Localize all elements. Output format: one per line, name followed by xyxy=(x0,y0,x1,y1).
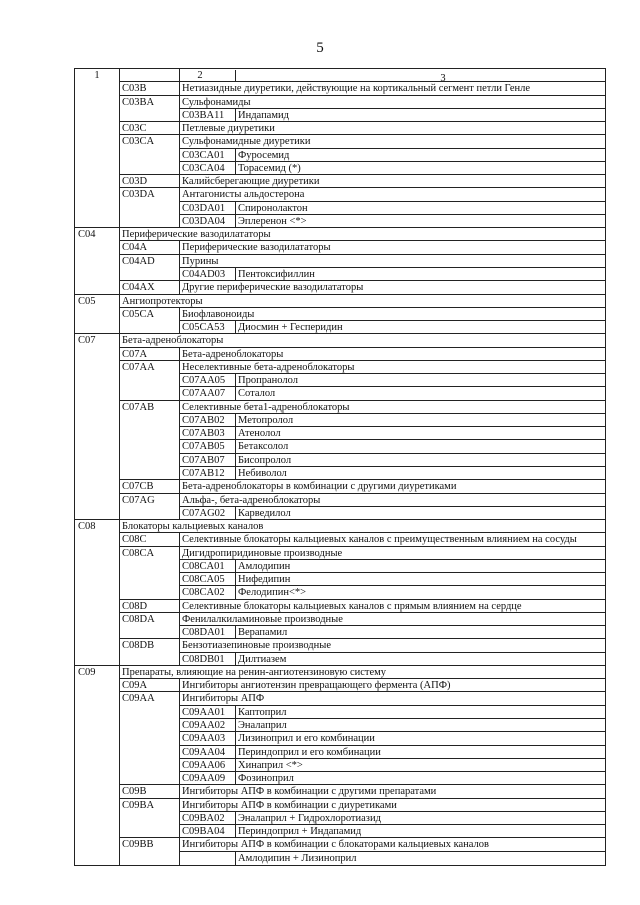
atc-name: Небиволол xyxy=(238,467,287,479)
table-row xyxy=(75,706,605,719)
atc-code: C04 xyxy=(78,229,96,241)
atc-code: C04A xyxy=(122,242,148,254)
atc-code: C07AB07 xyxy=(182,454,225,466)
atc-name: Ингибиторы АПФ в комбинации с другими препаратами xyxy=(182,786,437,798)
atc-name: Антагонисты альдостерона xyxy=(182,189,305,201)
atc-code: C03CA04 xyxy=(182,162,225,174)
atc-code: C04AX xyxy=(122,282,155,294)
table-row xyxy=(75,785,605,798)
table-row xyxy=(75,639,605,652)
atc-code: C09AA06 xyxy=(182,759,226,771)
atc-name: Нетиазидные диуретики, действующие на кортикальный сегмент петли Генле xyxy=(182,83,531,95)
atc-name: Лизиноприл и его комбинации xyxy=(238,733,375,745)
table-row xyxy=(75,387,605,400)
atc-code: C07AA xyxy=(122,361,155,373)
atc-code: C03DA01 xyxy=(182,202,226,214)
atc-code: C03DA xyxy=(122,189,155,201)
atc-code: C03C xyxy=(122,123,147,135)
table-row xyxy=(75,96,605,109)
table-row xyxy=(75,149,605,162)
table-row xyxy=(75,507,605,520)
table-row xyxy=(75,268,605,281)
atc-code: C07AA05 xyxy=(182,375,226,387)
table-row xyxy=(75,295,605,308)
table-header-row xyxy=(75,69,605,82)
atc-code: C07AG xyxy=(122,494,155,506)
atc-code: C07AG02 xyxy=(182,507,226,519)
atc-code: C07 xyxy=(78,335,96,347)
table-row xyxy=(75,480,605,493)
atc-code: C05CA xyxy=(122,308,155,320)
table-row xyxy=(75,228,605,241)
table-row xyxy=(75,162,605,175)
page-number: 5 xyxy=(316,40,324,56)
atc-code: C03BA xyxy=(122,96,155,108)
table-row xyxy=(75,494,605,507)
atc-code: C09AA04 xyxy=(182,746,226,758)
table-row xyxy=(75,626,605,639)
table-row xyxy=(75,812,605,825)
atc-code: C09BA02 xyxy=(182,812,225,824)
header-col-2: 2 xyxy=(197,70,203,81)
atc-name: Периндоприл + Индапамид xyxy=(238,826,362,838)
atc-name: Соталол xyxy=(238,388,276,400)
atc-name: Фенилалкиламиновые производные xyxy=(182,613,343,625)
atc-code: C09BB xyxy=(122,839,154,851)
atc-code: C08C xyxy=(122,534,147,546)
atc-name: Ингибиторы АПФ в комбинации с блокаторами кальциевых каналов xyxy=(182,839,489,851)
atc-name: Петлевые диуретики xyxy=(182,123,275,135)
atc-code: C08CA02 xyxy=(182,587,225,599)
atc-code: C08DB xyxy=(122,640,155,652)
atc-name: Метопролол xyxy=(238,414,294,426)
atc-name: Бета-адреноблокаторы xyxy=(182,348,284,360)
atc-code: C07AA07 xyxy=(182,388,226,400)
atc-code: C09AA09 xyxy=(182,773,226,785)
atc-name: Атенолол xyxy=(238,428,281,440)
atc-name: Другие периферические вазодилататоры xyxy=(182,282,364,294)
atc-code: C08DA xyxy=(122,613,155,625)
atc-name: Каптоприл xyxy=(238,706,287,718)
table-row xyxy=(75,719,605,732)
table-row xyxy=(75,772,605,785)
table-row xyxy=(75,560,605,573)
table-row xyxy=(75,825,605,838)
header-col-1: 1 xyxy=(94,70,100,81)
table-row xyxy=(75,241,605,254)
table-row xyxy=(75,600,605,613)
atc-name: Ингибиторы АПФ xyxy=(182,693,265,705)
atc-code: C03D xyxy=(122,176,148,188)
table-row xyxy=(75,852,605,865)
table-row xyxy=(75,281,605,294)
header-col-3: 3 xyxy=(440,73,446,82)
table-row xyxy=(75,135,605,148)
atc-code: C07AB05 xyxy=(182,441,225,453)
atc-name: Бензотиазепиновые производные xyxy=(182,640,331,652)
table-row xyxy=(75,334,605,347)
atc-name: Неселективные бета-адреноблокаторы xyxy=(182,361,355,373)
atc-code: C07CB xyxy=(122,481,154,493)
atc-name: Периферические вазодилататоры xyxy=(182,242,331,254)
table-row xyxy=(75,440,605,453)
atc-code: C07AB02 xyxy=(182,414,225,426)
table-row xyxy=(75,573,605,586)
atc-name: Альфа-, бета-адреноблокаторы xyxy=(182,494,321,506)
table-row xyxy=(75,188,605,201)
atc-name: Карведилол xyxy=(238,507,291,519)
atc-name: Фозиноприл xyxy=(238,773,294,785)
atc-code: C04AD03 xyxy=(182,268,226,280)
table-row xyxy=(75,533,605,546)
table-row xyxy=(75,82,605,95)
table-row xyxy=(75,215,605,228)
atc-name: Дилтиазем xyxy=(238,653,287,665)
atc-code: C03CA01 xyxy=(182,149,225,161)
atc-code: C09A xyxy=(122,680,148,692)
atc-name: Селективные блокаторы кальциевых каналов с прямым влиянием на сердце xyxy=(182,600,522,612)
table-row xyxy=(75,467,605,480)
table-row xyxy=(75,692,605,705)
atc-code: C03BA11 xyxy=(182,109,225,121)
atc-name: Пропранолол xyxy=(238,375,298,387)
atc-name: Периндоприл и его комбинации xyxy=(238,746,381,758)
atc-code: C08DA01 xyxy=(182,627,226,639)
atc-code: C09BA xyxy=(122,799,155,811)
atc-name: Амлодипин xyxy=(238,560,291,572)
atc-code: C08DB01 xyxy=(182,653,225,665)
table-row xyxy=(75,321,605,334)
atc-name: Эналаприл xyxy=(238,720,287,732)
atc-code: C04AD xyxy=(122,255,155,267)
atc-code: C08CA05 xyxy=(182,574,225,586)
atc-code: C09AA03 xyxy=(182,733,226,745)
table-row xyxy=(75,109,605,122)
atc-name: Сульфонамиды xyxy=(182,96,251,108)
atc-code: C07A xyxy=(122,348,148,360)
atc-name: Бисопролол xyxy=(238,454,292,466)
table-row xyxy=(75,679,605,692)
table-row xyxy=(75,547,605,560)
atc-code: C05 xyxy=(78,295,96,307)
atc-code: C08D xyxy=(122,600,148,612)
atc-table xyxy=(74,68,606,866)
table-row xyxy=(75,613,605,626)
table-row xyxy=(75,666,605,679)
table-row xyxy=(75,308,605,321)
atc-code: C09AA xyxy=(122,693,155,705)
atc-code: C09 xyxy=(78,666,96,678)
table-row xyxy=(75,732,605,745)
atc-code: C08CA xyxy=(122,547,155,559)
atc-code: C03CA xyxy=(122,136,155,148)
atc-code: C03DA04 xyxy=(182,215,226,227)
atc-name: Нифедипин xyxy=(238,574,291,586)
atc-name: Фуросемид xyxy=(238,149,290,161)
table-row xyxy=(75,759,605,772)
atc-code: C03B xyxy=(122,83,147,95)
atc-name: Селективные бета1-адреноблокаторы xyxy=(182,401,350,413)
atc-code: C08 xyxy=(78,521,96,533)
atc-name: Бетаксолол xyxy=(238,441,289,453)
table-row xyxy=(75,255,605,268)
atc-name: Ингибиторы АПФ в комбинации с диуретиками xyxy=(182,799,397,811)
atc-name: Биофлавоноиды xyxy=(182,308,255,320)
atc-name: Сульфонамидные диуретики xyxy=(182,136,311,148)
table-row xyxy=(75,746,605,759)
atc-name: Верапамил xyxy=(238,627,288,639)
atc-name: Ангиопротекторы xyxy=(122,295,203,307)
atc-name: Спиронолактон xyxy=(238,202,308,214)
table-row xyxy=(75,374,605,387)
atc-name: Блокаторы кальциевых каналов xyxy=(122,521,264,533)
atc-name: Диосмин + Гесперидин xyxy=(238,322,343,334)
table-row xyxy=(75,361,605,374)
atc-name: Амлодипин + Лизиноприл xyxy=(238,852,357,864)
atc-code: C07AB xyxy=(122,401,155,413)
atc-code: C09AA02 xyxy=(182,720,226,732)
table-row xyxy=(75,520,605,533)
atc-name: Препараты, влияющие на ренин-ангиотензиновую систему xyxy=(122,666,387,678)
table-row xyxy=(75,348,605,361)
atc-code: C07AB12 xyxy=(182,467,225,479)
atc-name: Индапамид xyxy=(238,109,289,121)
atc-name: Пурины xyxy=(182,255,219,267)
table-row xyxy=(75,653,605,666)
atc-name: Ингибиторы ангиотензин превращающего фермента (АПФ) xyxy=(182,680,451,692)
atc-name: Периферические вазодилататоры xyxy=(122,229,271,241)
table-body xyxy=(75,82,605,865)
atc-name: Торасемид (*) xyxy=(238,162,301,174)
atc-name: Бета-адреноблокаторы в комбинации с другими диуретиками xyxy=(182,481,457,493)
atc-name: Пентоксифиллин xyxy=(238,268,315,280)
atc-code: C09BA04 xyxy=(182,826,225,838)
atc-code: C08CA01 xyxy=(182,560,225,572)
atc-name: Калийсберегающие диуретики xyxy=(182,176,320,188)
atc-name: Селективные блокаторы кальциевых каналов с преимущественным влиянием на сосуды xyxy=(182,534,577,546)
atc-code: C05CA53 xyxy=(182,322,225,334)
table-row xyxy=(75,122,605,135)
table-row xyxy=(75,454,605,467)
atc-name: Хинаприл <*> xyxy=(238,759,303,771)
atc-code: C07AB03 xyxy=(182,428,225,440)
atc-code: C09AA01 xyxy=(182,706,226,718)
atc-code: C09B xyxy=(122,786,147,798)
table-row xyxy=(75,799,605,812)
table-row xyxy=(75,401,605,414)
table-row xyxy=(75,175,605,188)
atc-name: Дигидропиридиновые производные xyxy=(182,547,343,559)
table-row xyxy=(75,838,605,851)
table-row xyxy=(75,586,605,599)
atc-name: Эплеренон <*> xyxy=(238,215,307,227)
atc-name: Фелодипин<*> xyxy=(238,587,307,599)
atc-code xyxy=(179,852,235,865)
atc-name: Эналаприл + Гидрохлоротиазид xyxy=(238,812,381,824)
table-row xyxy=(75,202,605,215)
table-row xyxy=(75,414,605,427)
table-row xyxy=(75,427,605,440)
atc-name: Бета-адреноблокаторы xyxy=(122,335,224,347)
